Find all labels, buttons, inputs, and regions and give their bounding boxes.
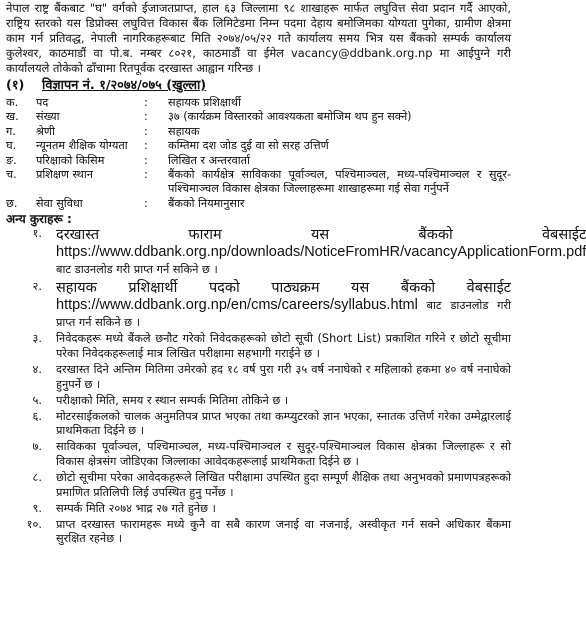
term-item	[6, 227, 586, 278]
term-text: छोटो सूचीमा परेका आवेदकहरूले लिखित परीक्षामा उपस्थित हुदा सम्पूर्ण शैक्षिक तथा अनुभवको प्रमाणपत्रहरूको प्रमाणित प्रतिलिपी लिई उपस्थित हुनु पर्नेछ ।	[56, 471, 511, 499]
row-colon: :	[144, 124, 148, 138]
advert-number: (१)	[6, 78, 25, 93]
term-text: निवेदकहरू मध्ये बैंकले छनौट गरेको निवेदकहरूको छोटो सूची (Short List) प्रकाशित गरिने र छोटो सूचीमा परेका निवेदकहरूलाई मात्र लिखित परीक्षामा सहभागी गराईने छ ।	[56, 332, 511, 360]
row-colon: :	[144, 96, 148, 109]
row-value: बैंकको कार्यक्षेत्र साविकका पूर्वाञ्चल, पश्चिमाञ्चल, मध्य-पश्चिमाञ्चल र सुदूर-पश्चिमाञ्चल विकास क्षेत्रका जिल्लाहरूमा शाखाहरूमा गई सेवा गर्नुपर्ने	[168, 168, 511, 196]
advert-row	[6, 168, 511, 197]
term-number: १०.	[26, 517, 42, 531]
other-terms-title: अन्य कुराहरू :	[6, 212, 72, 227]
row-key: छ.	[6, 196, 18, 210]
row-label: श्रेणी	[36, 124, 55, 138]
term-text: साविकका पूर्वाञ्चल, पश्चिमाञ्चल, मध्य-पश्चिमाञ्चल र सुदूर-पश्चिमाञ्चल विकास क्षेत्रका जिल्लाहरू र सो विकास क्षेत्रसंग जोडिएका जिल्लाका आवेदकहरूलाई प्राथमिकता दिईने छ ।	[56, 440, 511, 468]
row-label: प्रशिक्षण स्थान	[36, 168, 93, 182]
term-item	[6, 440, 511, 469]
term-text	[56, 227, 586, 278]
row-value: लिखित र अन्तरवार्ता	[168, 153, 250, 167]
row-key: च.	[6, 168, 17, 182]
row-colon: :	[144, 139, 148, 153]
row-key: घ.	[6, 139, 17, 153]
term-text: दरखास्त दिने अन्तिम मितिमा उमेरको हद १८ वर्ष पुरा गरी ३५ वर्ष ननाघेको र महिलाको हकमा ४० वर्ष ननाघेको हुनुपर्ने छ ।	[56, 362, 511, 391]
row-label: संख्या	[36, 110, 60, 124]
term-text: मोटरसाईकलको चालक अनुमतिपत्र प्राप्त भएका तथा कम्प्युटरको ज्ञान भएका, स्नातक उत्तिर्ण गरेका उम्मेद्वारलाई प्राथमिकता दिईने छ ।	[56, 409, 511, 438]
term-item	[6, 471, 511, 500]
term-number: १.	[32, 227, 42, 241]
term-number: २.	[32, 279, 42, 293]
advert-heading	[6, 78, 511, 94]
row-label: परिक्षाको किसिम	[36, 153, 105, 167]
term-text: सम्पर्क मिति २०७४ भाद्र २७ गते हुनेछ ।	[56, 501, 216, 515]
advert-row	[6, 197, 511, 211]
term-text-tail: बाट डाउनलोड गरी प्राप्त गर्न सकिने छ ।	[56, 298, 511, 329]
term-item	[6, 502, 511, 517]
term-number: ७.	[32, 440, 42, 454]
term-number: ३.	[32, 332, 42, 346]
row-key: ग.	[6, 124, 16, 138]
term-text	[56, 280, 511, 331]
row-value: सहायक	[168, 124, 200, 138]
advert-row	[6, 96, 511, 110]
term-item	[6, 280, 511, 331]
term-number: ५.	[32, 393, 42, 407]
row-label: पद	[36, 96, 49, 109]
advert-row	[6, 110, 511, 124]
term-item	[6, 518, 511, 547]
term-text-link-part: दरखास्त फाराम यस बैंकको वेबसाईट https://www.ddbank.org.np/downloads/NoticeFromHR/vacancyApplicationForm.pdf	[56, 227, 586, 261]
row-value: ३७ (कार्यक्रम विस्तारको आवश्यकता बमोजिम थप हुन सक्ने)	[168, 110, 412, 124]
term-text-link-part: सहायक प्रशिक्षार्थी पदको पाठ्यक्रम यस बैंकको वेबसाईट https://www.ddbank.org.np/en/cms/careers/syllabus.html	[56, 279, 511, 313]
row-value: कम्तिमा दश जोड दुई वा सो सरह उत्तिर्ण	[168, 139, 329, 153]
row-colon: :	[144, 168, 148, 182]
row-label: न्यूनतम शैक्षिक योग्यता	[36, 139, 128, 153]
advert-row	[6, 125, 511, 139]
row-colon: :	[144, 196, 148, 210]
term-number: ४.	[32, 362, 42, 376]
row-value: सहायक प्रशिक्षार्थी	[168, 96, 241, 109]
advert-row	[6, 154, 511, 168]
term-item	[6, 394, 511, 409]
row-label: सेवा सुविधा	[36, 196, 83, 210]
row-value: बैंकको नियमानुसार	[168, 196, 245, 210]
other-terms-list	[6, 227, 586, 547]
advert-title: विज्ञापन नं. १/२०७४/०७५ (खुल्ला)	[42, 78, 207, 93]
row-colon: :	[144, 153, 148, 167]
intro-paragraph: नेपाल राष्ट्र बैंकबाट "घ" वर्गको ईजाजतप्राप्त, हाल ६३ जिल्लामा ९८ शाखाहरू मार्फत लघुवित्त सेवा प्रदान गर्दै आएको, राष्ट्रिय स्तरको यस डिप्रोक्स लघुवित्त विकास बैंक लिमिटेडमा निम्न पदमा देहाय बमोजिमका योग्यता पुगेका, ग्रामीण क्षेत्रमा काम गर्न प्रतिवद्ध, नेपाली नागरिकहरूबाट मिति २०७४/०५/२२ गते कार्यालय समय भित्र यस बैंकको सम्पर्क कार्यालय कुलेश्वर, काठमाडौं वा पो.ब. नम्बर ८०२१, काठमाडौं वा ईमेल vacancy@ddbank.org.np मा आईपुग्ने गरी कार्यालयले तोकेको ढाँचामा रितपूर्वक दरखास्त आह्वान गरिन्छ ।	[6, 1, 511, 75]
advert-details-table	[6, 96, 511, 211]
advert-row	[6, 139, 511, 153]
term-number: ८.	[32, 471, 42, 485]
row-key: क.	[6, 96, 19, 109]
term-item	[6, 332, 511, 361]
term-number: ९.	[32, 501, 42, 515]
row-key: ख.	[6, 110, 19, 124]
term-item	[6, 363, 511, 392]
term-item	[6, 410, 511, 439]
row-colon: :	[144, 110, 148, 124]
row-key: ङ.	[6, 153, 17, 167]
term-number: ६.	[32, 409, 42, 423]
term-text-tail: बाट डाउनलोड गरी प्राप्त गर्न सकिने छ ।	[56, 263, 218, 277]
term-text: परीक्षाको मिति, समय र स्थान सम्पर्क मितिमा तोकिने छ ।	[56, 393, 289, 407]
term-text: प्राप्त दरखास्त फारामहरू मध्ये कुनै वा सबै कारण जनाई वा नजनाई, अस्वीकृत गर्न सक्ने अधिकार बैंकमा सुरक्षित रहनेछ ।	[56, 517, 511, 546]
